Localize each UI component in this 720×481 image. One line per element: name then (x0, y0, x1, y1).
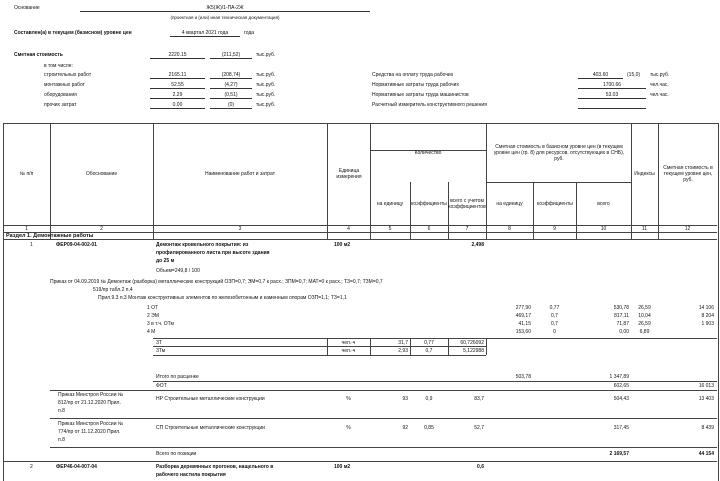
position-unit: 100 м2 (334, 242, 351, 248)
col-number: 7 (465, 226, 469, 232)
col-number: 5 (388, 226, 392, 232)
col-header-index: Индексы (634, 171, 655, 177)
right-row-label: Средства на оплату труда рабочих (372, 72, 454, 78)
overhead-basis: п.8 (58, 408, 65, 414)
row-value: 0.00 (150, 102, 205, 109)
overhead-unit: % (346, 425, 351, 431)
col-number: 12 (684, 226, 691, 232)
position-number: 1 (30, 242, 33, 248)
right-row-value (578, 102, 646, 109)
right-row-value: 53.03 (578, 92, 646, 99)
resource-value: 10,04 (638, 313, 651, 319)
resource-value: 26,59 (638, 305, 651, 311)
row-unit: тыс.руб. (256, 102, 276, 108)
row-label: строительных работ (44, 72, 92, 78)
row-value: 2.29 (150, 92, 205, 99)
resource-value: 153,60 (515, 329, 531, 335)
total-rates-value: 503,78 (515, 374, 531, 380)
cost-unit: тыс.руб. (256, 52, 276, 58)
position-unit: 100 м2 (334, 464, 351, 470)
row-label: оборудования (44, 92, 77, 98)
col-header-unit: Единица измерения (336, 168, 362, 180)
col-number: 4 (347, 226, 350, 232)
resource-value: 5,122988 (463, 348, 484, 354)
total-position-label: Всего по позиции (156, 451, 197, 457)
total-rates-value: 1 347,89 (609, 374, 629, 380)
resource-value: 0 (553, 329, 556, 335)
cost-paren: (211,52) (210, 52, 252, 59)
resource-value: 0,7 (551, 321, 558, 327)
cost-value: 2220.15 (150, 52, 205, 59)
position-code: ФЕР46-04-007-04 (56, 464, 97, 470)
total-position-current: 44 154 (698, 451, 714, 457)
position-code: ФЕР09-04-002-01 (56, 242, 97, 248)
resource-value: 817,11 (614, 313, 629, 319)
resource-value: 2,93 (398, 348, 408, 354)
coef-note: Приказ от 04.09.2019 № Демонтаж (разборка) металлических конструкций ОЗП=0,7; ЭМ=0,7 к расх.; ЗПМ=0,7; МАТ=0 к расх.; ТЗ=0,7; ТЗМ=0,7 (50, 279, 383, 285)
cost-label: Сметная стоимость (14, 52, 63, 58)
col-header-basis: Обоснование (85, 171, 118, 177)
row-value: 52.55 (150, 82, 205, 89)
resource-value: 277,90 (515, 305, 531, 311)
resource-value: 6,89 (639, 329, 650, 335)
resource-value: 530,78 (613, 305, 629, 311)
fot-label: ФОТ (156, 383, 167, 389)
resource-value: 0,77 (424, 340, 434, 346)
right-row-unit: чел.час. (650, 82, 669, 88)
row-label: монтажных работ (44, 82, 85, 88)
col-number: 11 (641, 226, 648, 232)
resource-name: 4 М (147, 329, 156, 335)
col-header-cost-total: всего (597, 200, 610, 207)
resource-name: 3 в т.ч. ОТм (147, 321, 174, 327)
right-row-label: Нормативные затраты труда рабочих (372, 82, 459, 88)
col-header-num: № п/п (19, 171, 34, 177)
col-number: 3 (238, 226, 242, 232)
fot-value: 602,65 (613, 383, 629, 389)
fot-value: 16 013 (698, 383, 714, 389)
col-header-cost-coef: коэффициенты (537, 200, 573, 207)
right-row-paren: (15,0) (627, 72, 641, 78)
col-header-cost-per: на единицу (496, 200, 523, 207)
col-number: 6 (427, 226, 431, 232)
position-name-line: профилированного листа при высоте здания (156, 250, 270, 256)
overhead-total: 52,7 (474, 425, 484, 431)
resource-value: 31,7 (398, 340, 408, 346)
col-number: 2 (100, 226, 103, 232)
overhead-cost: 504,43 (613, 396, 629, 402)
position-qty: 0,6 (477, 464, 484, 470)
compiled-suffix: года (244, 30, 255, 36)
resource-value: 71,87 (616, 321, 629, 327)
right-row-value: 1700.66 (578, 82, 646, 89)
basis-value: Ж5(Ж)/1-ПА-2Ж (80, 5, 370, 12)
resource-unit: чел.-ч (341, 348, 356, 354)
right-row-value: 403.60 (578, 72, 623, 79)
overhead-name: НР Строительные металлические конструкции (156, 396, 265, 402)
overhead-name: СП Строительные металлические конструкции (156, 425, 265, 431)
overhead-total: 83,7 (474, 396, 484, 402)
resource-name: 1 ОТ (147, 305, 159, 311)
coef-note: 519/пр табл.2 п.4 (93, 287, 133, 293)
resource-value: 1 903 (701, 321, 714, 327)
total-rates-label: Итого по расценке (156, 374, 199, 380)
col-header-cost: Сметная стоимость в базисном уровне цен (в текущем уровне цен (гр. 8) для ресурсов, отсутствующих в СНБ), руб. (493, 144, 625, 162)
position-name-line: Демонтаж кровельного покрытия: из (156, 242, 249, 248)
resource-value: 41,15 (518, 321, 531, 327)
overhead-unit: % (346, 396, 351, 402)
resource-value: 60,726092 (460, 340, 484, 346)
col-header-qty: Количество (414, 149, 442, 156)
position-note: Объем=249,8 / 100 (156, 268, 200, 274)
overhead-basis: Приказ Минстроя России № (58, 392, 124, 398)
section-title: Раздел 1. Демонтажные работы (6, 233, 94, 239)
resource-value: 0,7 (551, 313, 558, 319)
row-unit: тыс.руб. (256, 72, 276, 78)
overhead-basis: Приказ Минстроя России № (58, 421, 124, 427)
col-number: 8 (508, 226, 511, 232)
col-header-name: Наименование работ и затрат (204, 171, 275, 177)
resource-value: 8 204 (701, 313, 714, 319)
position-name-line: рабочего настила покрытия (156, 472, 226, 478)
resource-value: 26,59 (638, 321, 651, 327)
total-position-cost: 2 169,57 (609, 451, 629, 457)
resource-value: 0,77 (549, 305, 560, 311)
col-header-current: Сметная стоимость в текущем уровне цен, руб. (663, 165, 713, 183)
position-number: 2 (30, 464, 33, 470)
col-header-qty-coef: коэффициенты (411, 200, 447, 207)
row-unit: тыс.руб. (256, 92, 276, 98)
resource-unit: чел.-ч (341, 340, 356, 346)
row-paren: (208,74) (210, 72, 252, 79)
resource-value: 0,00 (619, 329, 629, 335)
incl-label: в том числе: (44, 63, 73, 69)
resource-value: 469,17 (515, 313, 531, 319)
overhead-qty: 92 (402, 425, 408, 431)
row-unit: тыс.руб. (256, 82, 276, 88)
overhead-coef: 0,85 (424, 425, 434, 431)
right-row-unit: чел.час. (650, 92, 669, 98)
overhead-cost: 317,45 (613, 425, 629, 431)
resource-name: 2 ЭМ (147, 313, 159, 319)
compiled-date: 4 квартал 2021 года (170, 30, 240, 37)
coef-note: Прил.9.3 п.3 Монтаж конструктивных элементов по железобетонным и каменным опорам ОЗП=1,1; ТЗ=1,1 (98, 295, 347, 301)
resource-value: 0,7 (425, 348, 433, 354)
resource-name: ЗТ (156, 340, 162, 346)
row-paren: (0) (210, 102, 252, 109)
basis-label: Основание (14, 5, 40, 11)
position-qty: 2,498 (471, 242, 484, 248)
right-row-label: Нормативные затраты труда машинистов (372, 92, 469, 98)
overhead-basis: 774/пр от 11.12.2020 Прил. (58, 429, 121, 435)
overhead-basis: 812/пр от 21.12.2020 Прил. (58, 400, 121, 406)
overhead-basis: п.8 (58, 437, 65, 443)
row-label: прочих затрат (44, 102, 77, 108)
overhead-current: 13 403 (698, 396, 714, 402)
overhead-qty: 93 (402, 396, 408, 402)
basis-note: (проектная и (или) иная техническая документация) (170, 15, 280, 20)
col-number: 1 (25, 226, 28, 232)
col-number: 9 (553, 226, 556, 232)
right-row-unit: тыс.руб. (650, 72, 670, 78)
col-header-qty-total: всего с учетом коэффициентов (448, 197, 486, 210)
overhead-current: 8 439 (701, 425, 714, 431)
overhead-coef: 0,9 (425, 396, 433, 402)
resource-name: ЗТм (156, 348, 166, 354)
resource-value: 14 106 (698, 305, 714, 311)
col-header-qty-per: на единицу (376, 200, 404, 207)
position-name-line: Разборка деревянных прогонов, нащельного в (156, 464, 274, 470)
row-value: 2165.11 (150, 72, 205, 79)
row-paren: (0,51) (210, 92, 252, 99)
col-number: 10 (600, 226, 607, 232)
right-row-label: Расчетный измеритель конструктивного решения (372, 102, 487, 108)
row-paren: (4,27) (210, 82, 252, 89)
compiled-label: Составлен(а) в текущем (базисном) уровне цен (14, 30, 132, 36)
position-name-line: до 25 м (156, 258, 175, 264)
